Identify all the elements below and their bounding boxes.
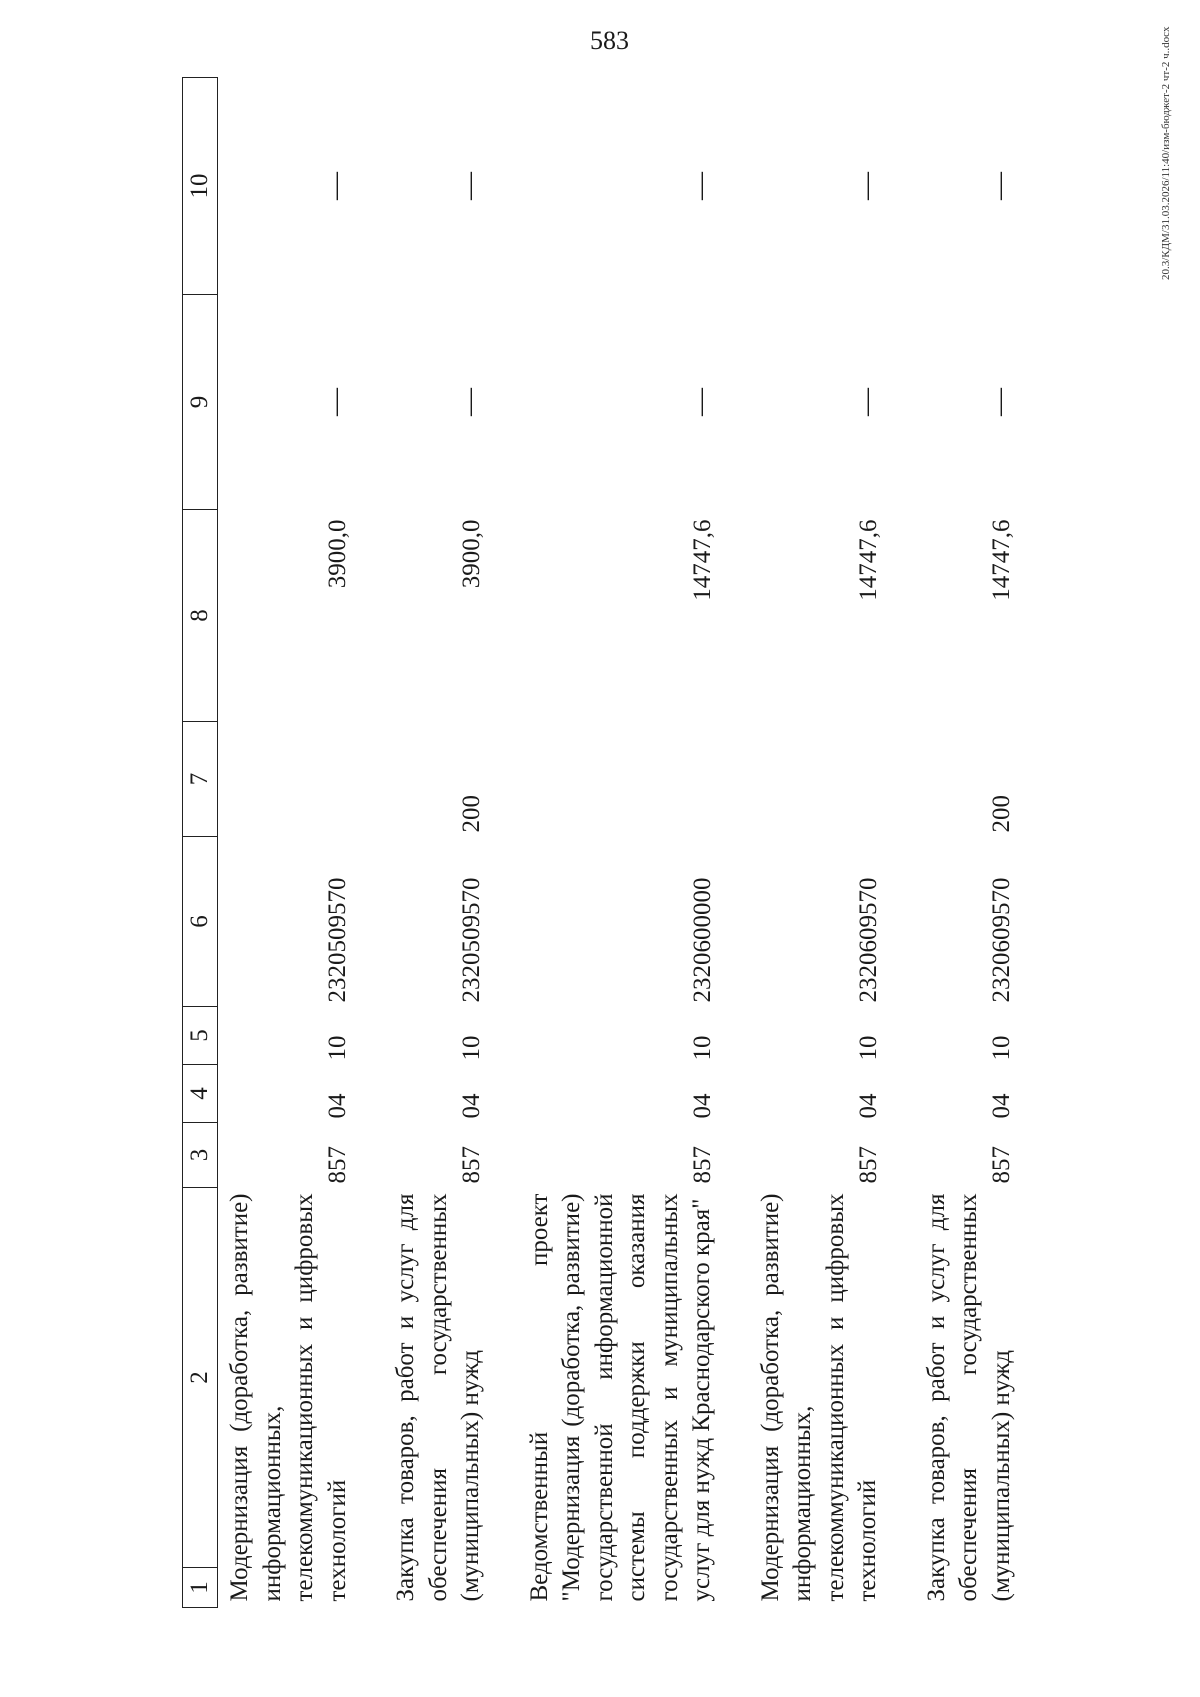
cell-col7 [218, 722, 355, 837]
cell-col9: — [453, 388, 485, 416]
cell-col4: 04 [854, 1093, 882, 1119]
cell-col9: — [984, 388, 1015, 416]
page-number: 583 [590, 26, 629, 55]
cell-col4: 04 [988, 1093, 1015, 1119]
cell-col5: 10 [324, 1035, 351, 1061]
table-row [384, 78, 488, 1608]
cell-col9: — [320, 388, 351, 416]
cell-col10: — [320, 172, 351, 200]
cell-col3: 857 [324, 1146, 351, 1184]
cell-col3: 857 [988, 1146, 1015, 1184]
cell-col4: 04 [688, 1093, 716, 1119]
cell-col3: 857 [457, 1146, 485, 1184]
table-row [218, 78, 355, 1608]
row-description: Модернизация (доработка, развитие) информационных, телекоммуникационных и цифровых технологий [756, 1193, 881, 1602]
cell-col6: 2320609570 [988, 877, 1015, 1003]
header-cell: 6 [183, 837, 218, 1007]
cell-col5: 10 [854, 1035, 882, 1061]
row-spacer [488, 78, 518, 1608]
cell-col6: 2320609570 [854, 877, 882, 1003]
header-row [183, 78, 218, 1608]
cell-col5: 10 [988, 1035, 1015, 1061]
row-description: Закупка товаров, работ и услуг для обеспечения государственных (муниципальных) нужд [392, 1193, 484, 1602]
header-cell: 7 [183, 722, 218, 837]
row-description: Ведомственный проект "Модернизация (доработка, развитие) государственной информационной системы поддержки оказания государственных и муниципальных услуг для нужд Краснодарского края" [525, 1193, 715, 1602]
cell-col7: 200 [988, 795, 1015, 833]
cell-col8: 3900,0 [324, 519, 351, 589]
header-cell: 4 [183, 1065, 218, 1123]
budget-table-container [182, 78, 1015, 1608]
cell-col5: 10 [457, 1035, 485, 1061]
row-spacer [719, 78, 749, 1608]
cell-col4: 04 [457, 1093, 485, 1119]
cell-col5: 10 [688, 1035, 716, 1061]
cell-col7 [749, 722, 885, 837]
budget-table [182, 77, 1018, 1608]
cell-col8: 3900,0 [457, 519, 485, 589]
row-spacer [354, 78, 384, 1608]
cell-col3: 857 [854, 1146, 882, 1184]
row-spacer [885, 78, 915, 1608]
header-cell: 1 [183, 1568, 218, 1608]
header-cell: 9 [183, 295, 218, 510]
cell-col8: 14747,6 [688, 519, 716, 601]
cell-col10: — [984, 172, 1015, 200]
cell-col10: — [850, 172, 882, 200]
row-description: Закупка товаров, работ и услуг для обеспечения государственных (муниципальных) нужд [922, 1193, 1015, 1602]
header-cell: 3 [183, 1123, 218, 1188]
cell-col9: — [684, 388, 716, 416]
cell-col6: 2320600000 [688, 877, 716, 1003]
header-cell: 8 [183, 510, 218, 722]
table-row [518, 78, 719, 1608]
file-footer: 20.3/КДМ/31.03.2026/11:40/изм-бюджет-2 чт-2 ч..docx [1160, 26, 1172, 280]
header-cell: 5 [183, 1007, 218, 1065]
cell-col8: 14747,6 [854, 519, 882, 601]
cell-col4: 04 [324, 1093, 351, 1119]
header-cell: 2 [183, 1188, 218, 1568]
cell-col10: — [453, 172, 485, 200]
cell-col3: 857 [688, 1146, 716, 1184]
row-description: Модернизация (доработка, развитие) информационных, телекоммуникационных и цифровых технологий [226, 1193, 351, 1602]
header-cell: 10 [183, 78, 218, 295]
cell-col6: 2320509570 [324, 877, 351, 1003]
cell-col7: 200 [457, 795, 485, 833]
cell-col10: — [684, 172, 716, 200]
cell-col9: — [850, 388, 882, 416]
table-row [915, 78, 1019, 1608]
cell-col8: 14747,6 [988, 519, 1015, 601]
cell-col7 [518, 722, 719, 837]
cell-col6: 2320509570 [457, 877, 485, 1003]
table-row [749, 78, 885, 1608]
